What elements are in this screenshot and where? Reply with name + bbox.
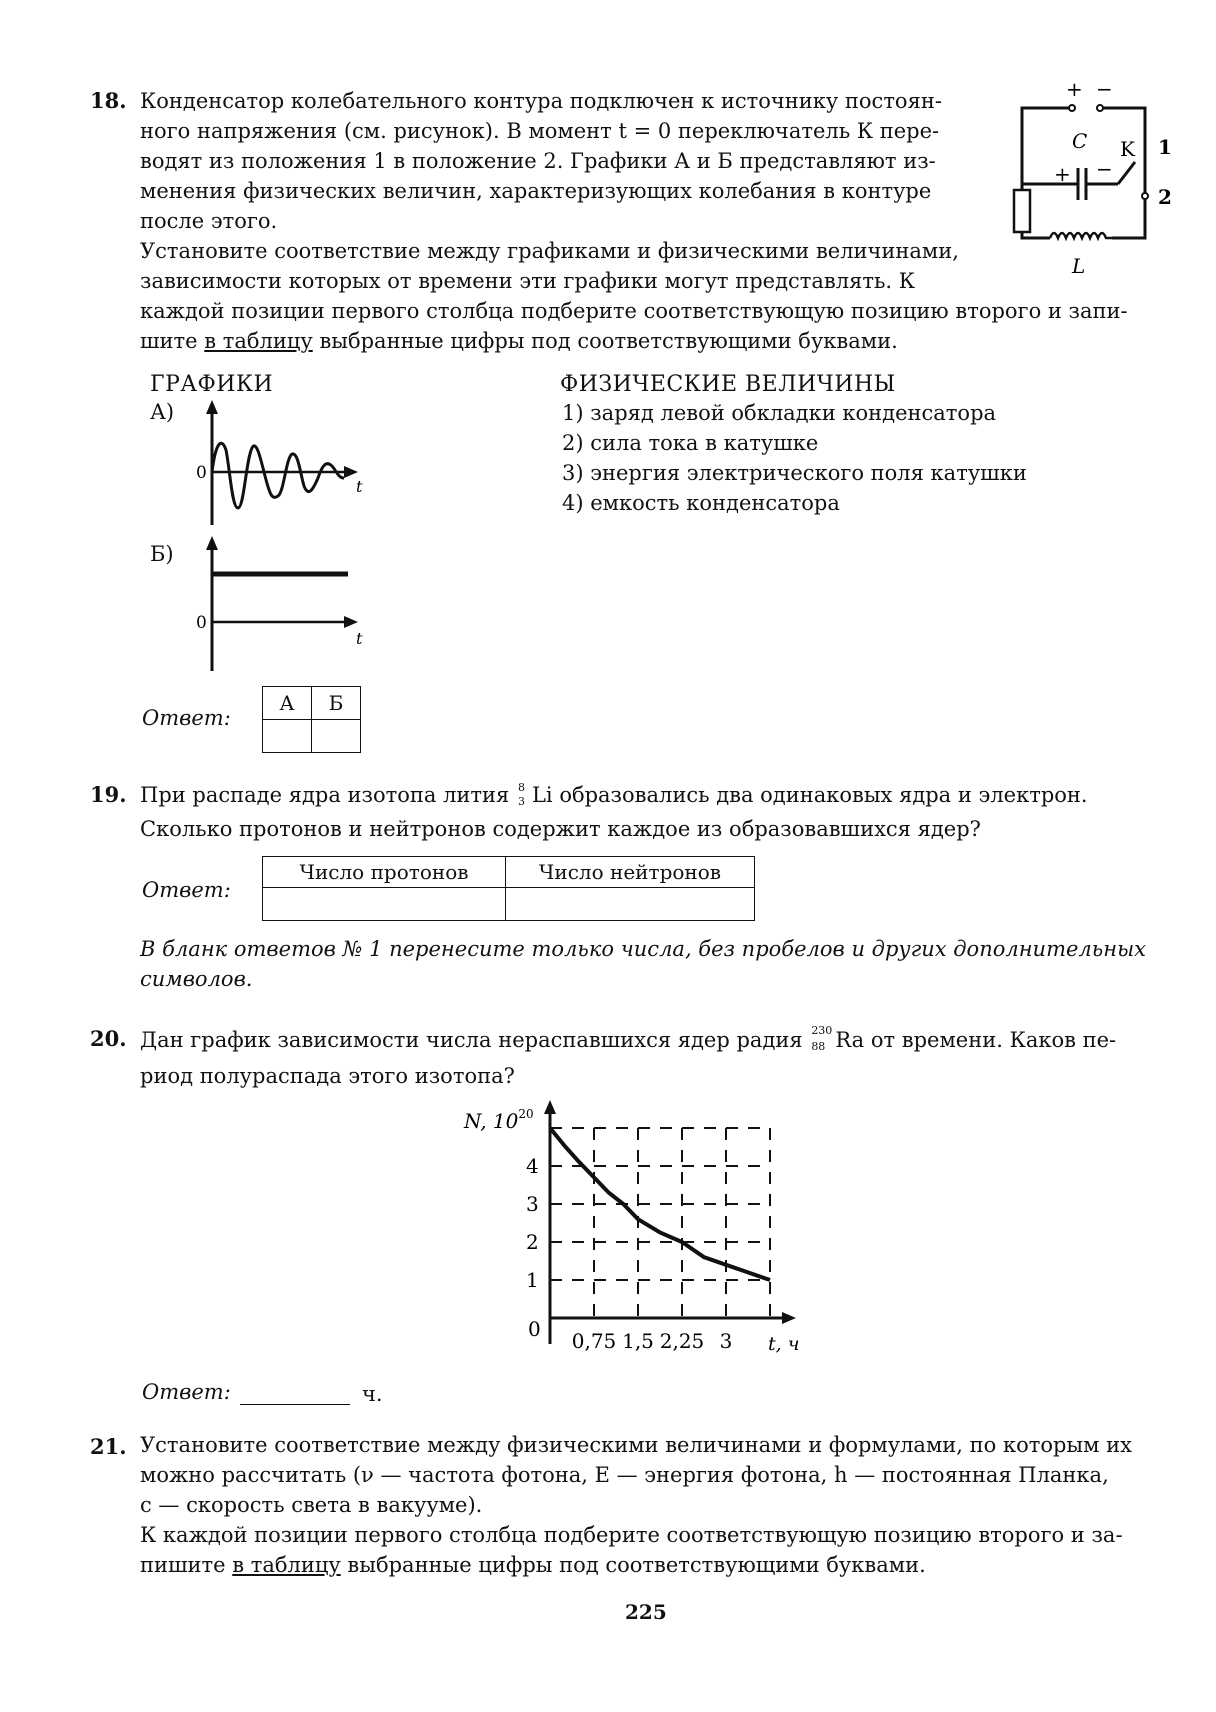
q18-line: Конденсатор колебательного контура подключен к источнику постоян- <box>140 89 942 113</box>
q18-answer-label: Ответ: <box>142 706 231 730</box>
quantities-list <box>562 398 1027 518</box>
q19-note <box>140 934 1190 994</box>
q18-number: 18. <box>90 88 127 113</box>
neutrons-cell[interactable] <box>506 888 755 921</box>
protons-cell[interactable] <box>263 888 506 921</box>
q19-line: Сколько протонов и нейтронов содержит каждое из образовавшихся ядер? <box>140 817 981 841</box>
x-axis-arrow <box>782 1312 796 1324</box>
neutrons-header: Число нейтронов <box>506 857 755 888</box>
quantity-item: 1) заряд левой обкладки конденсатора <box>562 401 997 425</box>
q19-answer-table <box>262 856 755 921</box>
q18-line: ного напряжения (см. рисунок). В момент t = 0 переключатель К пере- <box>140 119 940 143</box>
graph-a <box>192 400 372 530</box>
ra-isotope: 230 88 <box>811 1024 833 1053</box>
q21-line: К каждой позиции первого столбца подберите соответствующую позицию второго и за- <box>140 1523 1123 1547</box>
col-a-header: А <box>263 687 312 720</box>
q18-line: зависимости которых от времени эти графики могут представлять. К <box>140 269 915 293</box>
quantities-header: ФИЗИЧЕСКИЕ ВЕЛИЧИНЫ <box>560 372 896 397</box>
x-axis-label: t, ч <box>768 1333 800 1355</box>
zero-label: 0 <box>528 1317 541 1341</box>
q21-line: можно рассчитать (ν — частота фотона, E — энергия фотона, h — постоянная Планка, <box>140 1463 1109 1487</box>
q19-answer-label: Ответ: <box>142 878 231 902</box>
switch-label: K <box>1120 137 1135 161</box>
q18-line: менения физических величин, характеризующих колебания в контуре <box>140 179 932 203</box>
answer-cell-a[interactable] <box>263 720 312 753</box>
x-tick-label: 1,5 <box>622 1329 654 1353</box>
page-number: 225 <box>625 1600 667 1624</box>
protons-header: Число протонов <box>263 857 506 888</box>
q20-number: 20. <box>90 1026 127 1051</box>
graph-a-t: t <box>356 477 363 496</box>
q21-line: пишите в таблицу выбранные цифры под соответствующими буквами. <box>140 1553 926 1577</box>
pos-1: 1 <box>1158 135 1172 159</box>
quantity-item: 2) сила тока в катушке <box>562 431 819 455</box>
table-link: в таблицу <box>232 1553 341 1577</box>
q20-answer-field[interactable] <box>240 1404 350 1405</box>
y-tick-label: 2 <box>526 1230 539 1254</box>
q18-answer-table <box>262 686 361 753</box>
graph-b-zero: 0 <box>196 613 207 633</box>
q20-answer-unit: ч. <box>362 1382 383 1406</box>
graph-a-label: А) <box>150 400 175 424</box>
inductor-label: L <box>1072 254 1086 278</box>
x-tick-label: 3 <box>719 1329 733 1353</box>
decay-chart <box>440 1098 840 1358</box>
y-tick-label: 1 <box>526 1268 539 1292</box>
damped-oscillation <box>212 443 344 508</box>
cap-plus: + <box>1054 162 1071 186</box>
resistor <box>1014 190 1030 232</box>
q18-instruction <box>140 296 1190 356</box>
q21-number: 21. <box>90 1434 127 1459</box>
cap-label: C <box>1072 129 1088 153</box>
answer-cell-b[interactable] <box>312 720 361 753</box>
x-tick-label: 2,25 <box>659 1329 705 1353</box>
grid <box>550 1128 770 1318</box>
q20-line: Дан график зависимости числа нераспавшихся ядер радия 230 88 Ra от времени. Каков пе- <box>140 1024 1117 1053</box>
source-minus: − <box>1096 78 1113 101</box>
q19-condition <box>140 778 1190 846</box>
graph-b-t: t <box>356 629 363 648</box>
inductor-coil <box>1050 233 1112 238</box>
y-tick-label: 3 <box>526 1192 539 1216</box>
q19-number: 19. <box>90 782 127 807</box>
graph-b <box>192 536 372 676</box>
q18-condition <box>140 86 998 296</box>
x-tick-label: 0,75 <box>571 1329 617 1353</box>
q20-line: риод полураспада этого изотопа? <box>140 1064 515 1088</box>
q18-line: каждой позиции первого столбца подберите соответствующую позицию второго и запи- <box>140 299 1128 323</box>
q18-line: водят из положения 1 в положение 2. Графики А и Б представляют из- <box>140 149 936 173</box>
graphs-header: ГРАФИКИ <box>150 372 274 397</box>
q21-line: Установите соответствие между физическими величинами и формулами, по которым их <box>140 1433 1132 1457</box>
graph-a-zero: 0 <box>196 463 207 483</box>
y-axis-arrow <box>544 1100 556 1114</box>
q20-condition <box>140 1022 1190 1094</box>
table-link: в таблицу <box>204 329 313 353</box>
q21-condition <box>140 1430 1190 1580</box>
quantity-item: 4) емкость конденсатора <box>562 491 840 515</box>
graph-b-label: Б) <box>150 542 174 566</box>
q18-line: шите в таблицу выбранные цифры под соответствующими буквами. <box>140 329 898 353</box>
q21-line: c — скорость света в вакууме). <box>140 1493 483 1517</box>
li-isotope: 8 3 <box>517 781 525 808</box>
cap-minus: − <box>1096 157 1113 181</box>
col-b-header: Б <box>312 687 361 720</box>
y-tick-label: 4 <box>526 1154 539 1178</box>
quantity-item: 3) энергия электрического поля катушки <box>562 461 1027 485</box>
pos-2: 2 <box>1158 185 1172 209</box>
note-line: В бланк ответов № 1 перенесите только числа, без пробелов и других дополнительных <box>140 937 1147 961</box>
q18-line: Установите соответствие между графиками и физическими величинами, <box>140 239 959 263</box>
source-plus: + <box>1066 78 1083 101</box>
note-line: символов. <box>140 967 253 991</box>
switch-blade <box>1118 162 1135 184</box>
q18-line: после этого. <box>140 209 278 233</box>
y-axis-label: N, $10^{20}$ <box>464 1107 534 1133</box>
circuit-diagram <box>1010 78 1200 288</box>
q19-line: При распаде ядра изотопа лития 8 3 Li образовались два одинаковых ядра и электрон. <box>140 781 1088 808</box>
q20-answer-label: Ответ: <box>142 1380 231 1404</box>
